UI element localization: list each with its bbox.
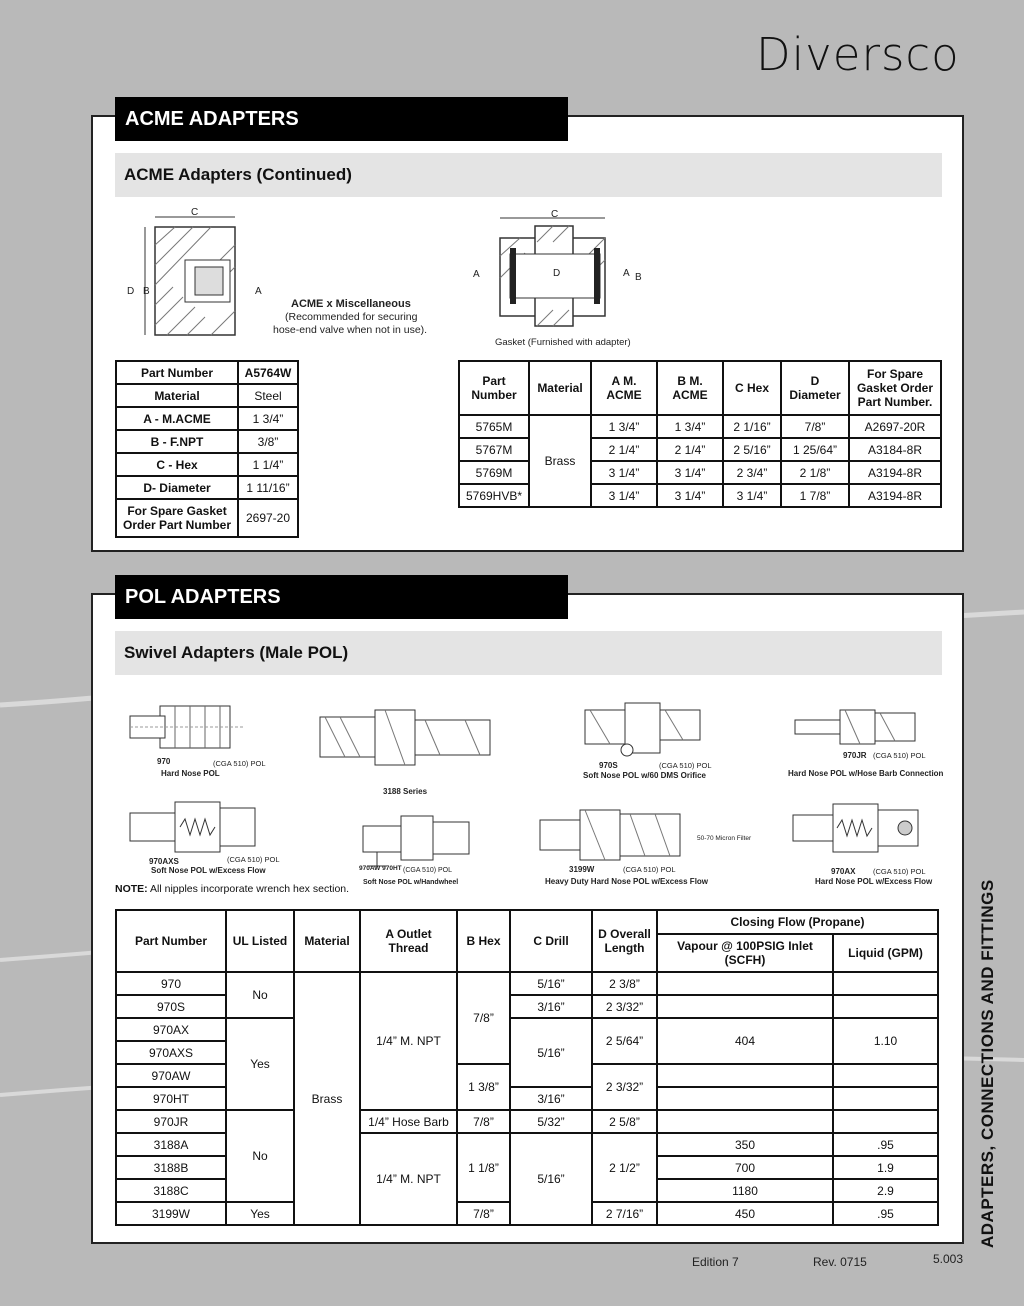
spec-label: A - M.ACME [116, 407, 238, 430]
dim-d-label: D [127, 286, 135, 297]
dim-b-label: B [143, 286, 150, 297]
acme-misc-caption-2: hose-end valve when not in use). [273, 324, 428, 336]
cell: 2 3/32” [592, 995, 657, 1018]
fig-cga-label: (CGA 510) POL [403, 867, 453, 874]
spec-value: 1 11/16” [238, 476, 298, 499]
cell: 2 7/16” [592, 1202, 657, 1225]
acme-dim-d: D [553, 268, 561, 279]
col-d: D Diameter [781, 361, 849, 415]
cell: 2 1/16” [723, 415, 781, 438]
col-c: C Hex [723, 361, 781, 415]
cell [657, 1110, 833, 1133]
fig-3188 [315, 692, 495, 797]
fig-970axs [115, 788, 285, 880]
cell: 1 3/4” [657, 415, 723, 438]
cell: 404 [657, 1018, 833, 1064]
fig-name-label: Hard Nose POL [161, 769, 220, 778]
dim-c-label: C [191, 207, 199, 218]
fig-970jr [785, 688, 944, 783]
cell: 3188A [116, 1133, 226, 1156]
cell: A3194-8R [849, 484, 941, 507]
acme-dim-a-right: A [623, 268, 630, 279]
cell: 5767M [459, 438, 529, 461]
acme-misc-drawing [115, 205, 450, 345]
fig-part-label: 970AXS [149, 857, 179, 866]
cell: 5765M [459, 415, 529, 438]
cell: 3 1/4” [657, 484, 723, 507]
acme-dim-c: C [551, 209, 559, 220]
cell: 700 [657, 1156, 833, 1179]
fig-cga-label: (CGA 510) POL [873, 751, 926, 760]
fig-cga-label: (CGA 510) POL [659, 761, 712, 770]
cell: 3199W [116, 1202, 226, 1225]
fig-970 [115, 688, 275, 783]
cell: 3188B [116, 1156, 226, 1179]
fig-cga-label: (CGA 510) POL [623, 865, 676, 874]
col-material: Material [294, 910, 360, 972]
cell: 7/8” [781, 415, 849, 438]
spec-label: D- Diameter [116, 476, 238, 499]
cell: 2 5/8” [592, 1110, 657, 1133]
fig-name-label: Soft Nose POL w/Handwheel [363, 879, 459, 886]
cell [833, 972, 938, 995]
cell: 450 [657, 1202, 833, 1225]
spec-part-number: A5764W [238, 361, 298, 384]
spec-label: Part Number [116, 361, 238, 384]
spec-label: C - Hex [116, 453, 238, 476]
footer-page-number: 5.003 [933, 1252, 964, 1266]
col-overall-length: D Overall Length [592, 910, 657, 972]
fig-cga-label: (CGA 510) POL [873, 867, 926, 876]
fig-part-label: 970S [599, 761, 618, 770]
fig-part-label: 970 [157, 757, 171, 766]
cell [833, 1110, 938, 1133]
footer-rev: Rev. 0715 [813, 1255, 867, 1269]
acme-subtitle: ACME Adapters (Continued) [115, 153, 942, 197]
fig-name-label: Soft Nose POL w/60 DMS Orifice [583, 771, 706, 780]
spec-value: 1 3/4” [238, 407, 298, 430]
acme-dim-b: B [635, 272, 642, 283]
cell: 2 3/32” [592, 1064, 657, 1110]
cell: 2.9 [833, 1179, 938, 1202]
cell: 2 5/64” [592, 1018, 657, 1064]
fig-970s [565, 688, 725, 783]
cell: 1/4” M. NPT [360, 1133, 457, 1225]
cell: .95 [833, 1202, 938, 1225]
fig-970ax [785, 790, 945, 886]
cell: 7/8” [457, 1110, 510, 1133]
cell: 7/8” [457, 1202, 510, 1225]
col-part-number: Part Number [116, 910, 226, 972]
cell [657, 995, 833, 1018]
fig-part-label: 3199W [569, 865, 595, 874]
fig-name-label: Heavy Duty Hard Nose POL w/Excess Flow [545, 877, 709, 886]
cell: 1180 [657, 1179, 833, 1202]
cell: 3 1/4” [591, 484, 657, 507]
cell: Yes [226, 1018, 294, 1110]
cell: Brass [294, 972, 360, 1225]
cell: 2 3/8” [592, 972, 657, 995]
cell: A3184-8R [849, 438, 941, 461]
acme-misc-caption-1: (Recommended for securing [285, 311, 418, 323]
fig-name-label: Hard Nose POL w/Excess Flow [815, 877, 933, 886]
table-row [116, 1018, 938, 1041]
cell: 1 3/8” [457, 1064, 510, 1110]
cell: 5/32” [510, 1110, 592, 1133]
col-a: A M. ACME [591, 361, 657, 415]
cell: 1 7/8” [781, 484, 849, 507]
col-gasket: For Spare Gasket Order Part Number. [849, 361, 941, 415]
fig-part-label: 3188 Series [383, 787, 428, 796]
pol-adapters-table [115, 909, 939, 1226]
cell: 2 1/2” [592, 1133, 657, 1202]
cell: 5769HVB* [459, 484, 529, 507]
cell: 3/16” [510, 995, 592, 1018]
cell: 970AXS [116, 1041, 226, 1064]
table-row [116, 1110, 938, 1133]
cell: 5/16” [510, 1018, 592, 1087]
cell: 2 1/4” [657, 438, 723, 461]
fig-name-label: Soft Nose POL w/Excess Flow [151, 866, 266, 875]
acme-misc-caption-title: ACME x Miscellaneous [291, 298, 411, 310]
fig-filter-label: 50-70 Micron Filter [697, 835, 752, 842]
cell [657, 1064, 833, 1087]
acme-dim-a-left: A [473, 269, 480, 280]
pol-note [115, 883, 349, 895]
cell: Yes [226, 1202, 294, 1225]
note-text: All nipples incorporate wrench hex section. [150, 883, 350, 895]
cell [657, 972, 833, 995]
cell: 2 5/16” [723, 438, 781, 461]
cell: 970 [116, 972, 226, 995]
spec-label: Material [116, 384, 238, 407]
cell: 1 3/4” [591, 415, 657, 438]
fig-3199w [535, 798, 752, 890]
col-drill: C Drill [510, 910, 592, 972]
gasket-caption: Gasket (Furnished with adapter) [495, 337, 631, 348]
spec-value: 3/8” [238, 430, 298, 453]
material-cell: Brass [529, 415, 591, 507]
spec-label: For Spare Gasket Order Part Number [116, 499, 238, 537]
cell: 2 1/8” [781, 461, 849, 484]
spec-label: B - F.NPT [116, 430, 238, 453]
col-hex: B Hex [457, 910, 510, 972]
fig-part-label: 970AX [831, 867, 856, 876]
cell [657, 1087, 833, 1110]
fig-part-label: 970AW 970HT [359, 865, 402, 872]
col-b: B M. ACME [657, 361, 723, 415]
cell: No [226, 972, 294, 1018]
acme-adapter-drawing [465, 208, 650, 350]
fig-part-label: 970JR [843, 751, 867, 760]
table-row [459, 415, 941, 438]
cell: 970AW [116, 1064, 226, 1087]
acme-section-title: ACME ADAPTERS [115, 97, 568, 141]
cell: 2 3/4” [723, 461, 781, 484]
spec-value: 2697-20 [238, 499, 298, 537]
cell: 1/4” M. NPT [360, 972, 457, 1110]
brand-logo: Diversco [756, 28, 960, 81]
cell: 1.9 [833, 1156, 938, 1179]
cell: 5/16” [510, 1133, 592, 1225]
cell: 1.10 [833, 1018, 938, 1064]
cell: A3194-8R [849, 461, 941, 484]
cell: .95 [833, 1133, 938, 1156]
cell: 3 1/4” [657, 461, 723, 484]
cell: 5769M [459, 461, 529, 484]
cell: A2697-20R [849, 415, 941, 438]
col-material: Material [529, 361, 591, 415]
cell: 3188C [116, 1179, 226, 1202]
side-section-title: ADAPTERS, CONNECTIONS AND FITTINGS [978, 879, 997, 1248]
note-label: NOTE: [115, 883, 148, 895]
cell: 5/16” [510, 972, 592, 995]
col-part-number: Part Number [459, 361, 529, 415]
cell: 350 [657, 1133, 833, 1156]
cell [833, 1087, 938, 1110]
a5764w-spec-table [115, 360, 299, 538]
cell: 970AX [116, 1018, 226, 1041]
cell: 970S [116, 995, 226, 1018]
col-ul-listed: UL Listed [226, 910, 294, 972]
fig-name-label: Hard Nose POL w/Hose Barb Connection [788, 769, 944, 778]
table-row [116, 972, 938, 995]
dim-a-label: A [255, 286, 262, 297]
col-outlet-thread: A Outlet Thread [360, 910, 457, 972]
acme-adapters-table [458, 360, 942, 508]
cell: 1 1/8” [457, 1133, 510, 1202]
cell: 7/8” [457, 972, 510, 1064]
footer-edition: Edition 7 [692, 1255, 739, 1269]
cell: 1/4” Hose Barb [360, 1110, 457, 1133]
fig-970aw [355, 800, 475, 888]
fig-cga-label: (CGA 510) POL [213, 759, 266, 768]
cell: 2 1/4” [591, 438, 657, 461]
col-closing-flow: Closing Flow (Propane) [657, 910, 938, 934]
fig-cga-label: (CGA 510) POL [227, 855, 280, 864]
spec-value: 1 1/4” [238, 453, 298, 476]
cell: 970HT [116, 1087, 226, 1110]
cell: 3/16” [510, 1087, 592, 1110]
cell [833, 995, 938, 1018]
cell: No [226, 1110, 294, 1202]
pol-section-title: POL ADAPTERS [115, 575, 568, 619]
cell: 1 25/64” [781, 438, 849, 461]
cell: 3 1/4” [591, 461, 657, 484]
cell [833, 1064, 938, 1087]
col-vapour: Vapour @ 100PSIG Inlet (SCFH) [657, 934, 833, 972]
cell: 970JR [116, 1110, 226, 1133]
pol-subtitle: Swivel Adapters (Male POL) [115, 631, 942, 675]
cell: 3 1/4” [723, 484, 781, 507]
spec-value: Steel [238, 384, 298, 407]
col-liquid: Liquid (GPM) [833, 934, 938, 972]
